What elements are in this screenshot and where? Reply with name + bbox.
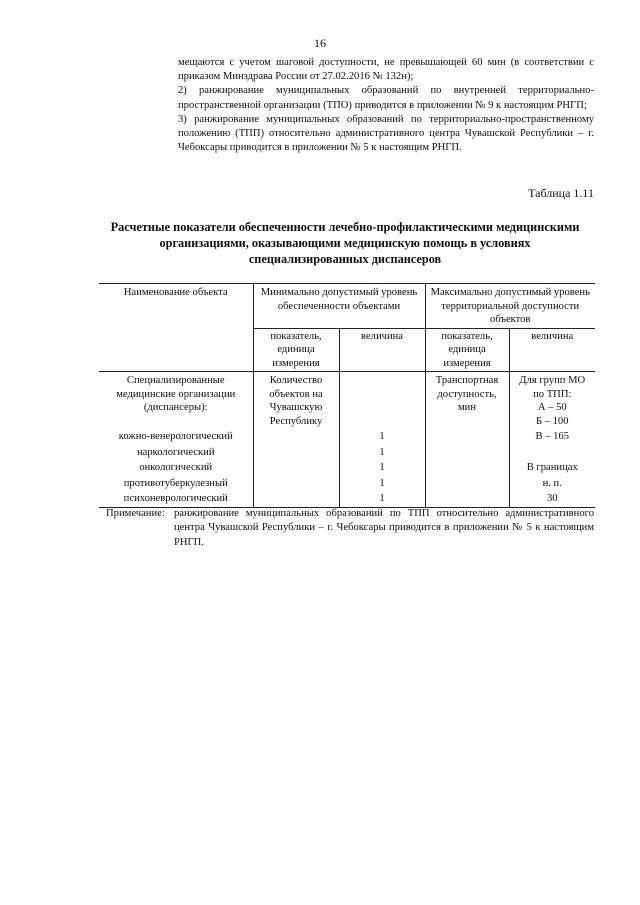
subheader-value: величина xyxy=(339,328,425,372)
group-line: Б – 100 xyxy=(535,415,569,427)
table-note xyxy=(106,507,594,550)
empty-cell xyxy=(425,460,509,476)
empty-cell xyxy=(425,491,509,507)
max-value-cell: н. п. xyxy=(509,476,595,492)
group-line: по ТПП: xyxy=(533,388,572,400)
subheader-value: величина xyxy=(509,328,595,372)
table-title: Расчетные показатели обеспеченности лечебно-профилактическими медицинскими организациями, оказывающими медицинскую помощь в условиях специализированных диспансеров xyxy=(110,220,580,266)
table-row xyxy=(99,372,595,430)
header-max-access: Максимально допустимый уровень территориальной доступности объектов xyxy=(425,284,595,329)
max-value-cell xyxy=(509,445,595,461)
object-cell: психоневрологический xyxy=(99,491,253,507)
empty-cell xyxy=(253,491,339,507)
header-object: Наименование объекта xyxy=(99,284,253,372)
indicators-table xyxy=(99,283,595,508)
empty-cell xyxy=(253,445,339,461)
object-cell: кожно-венерологический xyxy=(99,429,253,445)
min-indicator-cell: Количество объектов на Чувашскую Республику xyxy=(253,372,339,430)
object-cell: противотуберкулезный xyxy=(99,476,253,492)
intro-paragraph: 2) ранжирование муниципальных образований по внутренней территориально-пространственной организации (ТПО) приводится в приложении № 9 к настоящим РНГП; xyxy=(178,85,594,111)
intro-paragraph: 3) ранжирование муниципальных образований по территориально-пространственному положению (ТПП) относительно административного центра Чувашской Республики – г. Чебоксары приводится в приложении № 5 к настоящим РНГП. xyxy=(178,113,594,154)
subheader-indicator: показатель, единица измерения xyxy=(253,328,339,372)
group-line: А – 50 xyxy=(537,402,567,413)
min-value-cell: 1 xyxy=(339,429,425,445)
max-value-cell: 30 xyxy=(509,491,595,507)
min-value-cell: 1 xyxy=(339,460,425,476)
object-cell: наркологический xyxy=(99,445,253,461)
empty-cell xyxy=(253,429,339,445)
empty-cell xyxy=(425,445,509,461)
max-value-cell: В границах xyxy=(509,460,595,476)
min-value-cell xyxy=(339,372,425,430)
intro-paragraph: мещаются с учетом шаговой доступности, не превышающей 60 мин (в соответствии с приказом Минздрава России от 27.02.2016 № 132н); xyxy=(178,57,594,83)
table-row xyxy=(99,476,595,492)
header-min-level: Минимально допустимый уровень обеспеченности объектами xyxy=(253,284,425,329)
empty-cell xyxy=(253,460,339,476)
note-label: Примечание: xyxy=(106,508,165,519)
group-line: Для групп МО xyxy=(519,375,586,386)
note-text: ранжирование муниципальных образований по ТПП относительно административного центра Чувашской Республики – г. Чебоксары приводится в приложении № 5 к настоящим РНГП. xyxy=(174,508,594,548)
min-value-cell: 1 xyxy=(339,491,425,507)
empty-cell xyxy=(425,429,509,445)
max-indicator-cell: Транспортная доступность, мин xyxy=(425,372,509,430)
max-value-cell: В – 165 xyxy=(509,429,595,445)
subheader-indicator: показатель, единица измерения xyxy=(425,328,509,372)
min-value-cell: 1 xyxy=(339,445,425,461)
table-label: Таблица 1.11 xyxy=(528,186,594,200)
intro-text xyxy=(178,56,594,155)
object-cell: онкологический xyxy=(99,460,253,476)
page-number: 16 xyxy=(314,36,326,50)
min-value-cell: 1 xyxy=(339,476,425,492)
object-cell: Специализированные медицинские организации (диспансеры): xyxy=(99,372,253,430)
table-row xyxy=(99,429,595,445)
empty-cell xyxy=(253,476,339,492)
table-row xyxy=(99,460,595,476)
table-row xyxy=(99,445,595,461)
empty-cell xyxy=(425,476,509,492)
max-value-cell xyxy=(509,372,595,430)
table-header-row xyxy=(99,284,595,329)
table-row xyxy=(99,491,595,507)
